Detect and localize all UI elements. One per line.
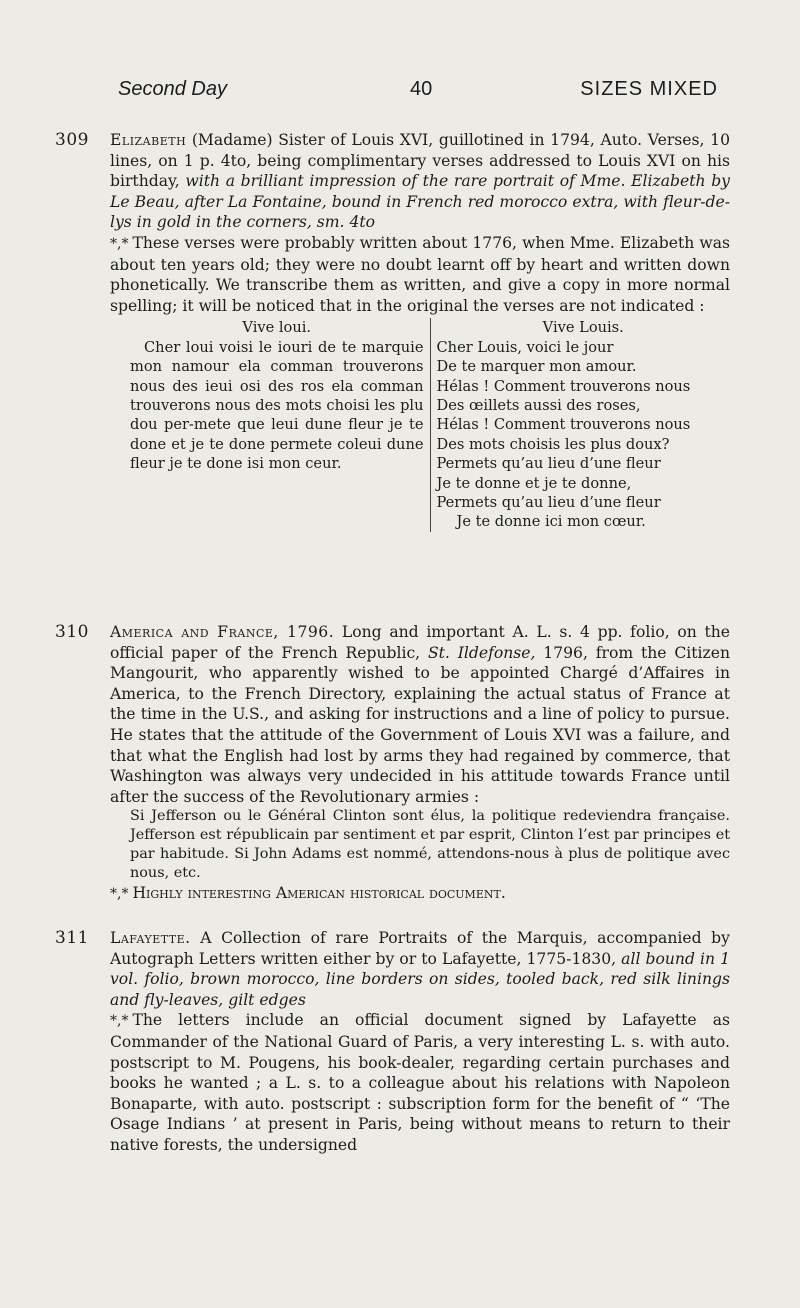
lot-heading: Lafayette. (110, 929, 191, 947)
lot-number: 310 (55, 622, 89, 642)
lot-desc: Long and important A. L. s. 4 pp. folio, on the official paper of the French Republic, (110, 623, 730, 662)
verse-line: Hélas ! Comment trouverons nous (436, 416, 691, 434)
asterism-icon: *,* (110, 235, 129, 252)
lot-title: (Madame) Sister of Louis XVI, guillotined in 1794, (191, 131, 595, 149)
note-text: The letters include an official document signed by Lafayette as Commander of the National Guard of Paris, a very interesting L. s. with auto. postscript to M. Pougens, his book-dealer, regarding certain purchases and books he wanted ; a L. s. to a colleague about his relations with Napoleon Bonaparte, with auto. postscript : subscription form for the benefit of “ ‘The Osage Indians ’ at present in Paris, being without means to return to their native forests, the undersigned (110, 1011, 730, 1154)
lot-description (110, 622, 730, 807)
normalized-verse (431, 318, 731, 531)
lot-310 (55, 622, 730, 905)
header-day: Second Day (118, 78, 227, 100)
normalized-verse-title: Vive Louis. (542, 319, 624, 337)
verse-line: De te marquer mon amour. (436, 358, 637, 376)
french-quote: Si Jefferson ou le Général Clinton sont élus, la politique redeviendra française. Jefferson est républicain par sentiment et par esprit, Clinton l’est par principes et par habitude. Si John Adams est nommé, attendons-nous à plus de politique avec nous, etc. (130, 808, 730, 882)
verse-line: Hélas ! Comment trouverons nous (436, 377, 691, 395)
lot-description (110, 928, 730, 1010)
original-verse-text: Cher loui voisi le iouri de te marquie mon namour ela comman trouverons nous des ieui osi des ros ela comman trouverons nous des mots choisi les plu dou per-mete que leui dune fleur je te done et je te done permete coleui dune fleur je te done isi mon ceur. (130, 338, 424, 473)
verse-line: Je te donne ici mon cœur. (456, 513, 646, 531)
verse-line: Cher Louis, voici le jour (436, 338, 614, 356)
lot-heading: Elizabeth (110, 131, 187, 149)
header-section: SIZES MIXED (580, 78, 718, 100)
lot-note (110, 233, 730, 316)
verse-line: Permets qu’au lieu d’une fleur (436, 455, 661, 473)
verse-line: Je te donne et je te donne, (436, 474, 632, 492)
lot-309 (55, 130, 730, 532)
page-number: 40 (410, 78, 433, 100)
page-header (118, 78, 718, 112)
asterism-icon: *,* (110, 1013, 129, 1030)
lot-note (110, 883, 730, 905)
original-verse (130, 318, 431, 531)
lot-desc: Auto. Verses, 10 lines, on 1 p. 4to, being complimentary verses addressed to Louis XVI on his birthday, (110, 131, 730, 191)
note-text: Highly interesting American historical document. (132, 884, 506, 903)
lot-note (110, 1010, 730, 1155)
lot-number: 309 (55, 130, 89, 150)
lot-description (110, 130, 730, 233)
verse-columns (130, 318, 730, 531)
lot-number: 311 (55, 928, 89, 948)
lot-desc-cont: 1796, from the Citizen Mangourit, who apparently wished to be appointed Chargé d’Affaires in America, to the French Directory, explaining the actual status of France at the time in the U.S., and asking for instructions and a line of policy to pursue. He states that the attitude of the Government of Louis XVI was a failure, and that what the English had lost by arms they had regained by commerce, that Washington was always very undecided in his attitude towards France until after the success of the Revolutionary armies : (110, 643, 730, 806)
lot-heading: America and France, 1796. (110, 623, 335, 641)
note-text: These verses were probably written about 1776, when Mme. Elizabeth was about ten years old; they were no doubt learnt off by heart and written down phonetically. We transcribe them as written, and give a copy in more normal spelling; it will be noticed that in the original the verses are not indicated : (110, 233, 730, 315)
lot-place: St. Ildefonse, (427, 643, 536, 662)
verse-line: Des mots choisis les plus doux? (436, 435, 670, 453)
lot-desc-italic: with a brilliant impression of the rare portrait of Mme. Elizabeth by Le Beau, after La Fontaine, bound in French red morocco extra, with fleur-de-lys in gold in the corners, sm. 4to (110, 172, 730, 232)
verse-line: Des œillets aussi des roses, (436, 396, 641, 414)
lot-desc: A Collection of rare Portraits of the Marquis, accompanied by Autograph Letters written either by or to Lafayette, 1775-1830, (110, 929, 730, 968)
verse-line: Permets qu’au lieu d’une fleur (436, 494, 661, 511)
original-verse-title: Vive loui. (242, 319, 312, 337)
asterism-icon: *,* (110, 886, 129, 903)
lot-311 (55, 928, 730, 1156)
lot-desc-italic: all bound in 1 vol. folio, brown morocco, line borders on sides, tooled back, red silk linings and fly-leaves, gilt edges (110, 949, 730, 1009)
